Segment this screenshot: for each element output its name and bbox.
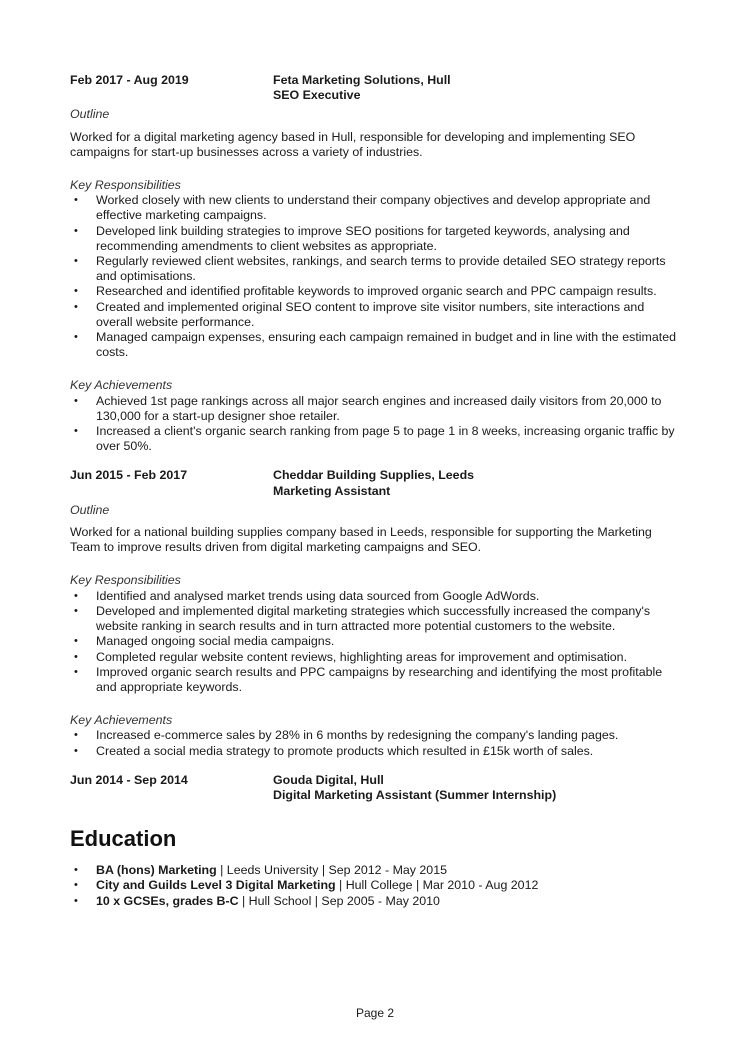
- achievements-label: Key Achievements: [70, 378, 173, 393]
- job-company: Gouda Digital, Hull: [273, 772, 384, 787]
- achievements-label: Key Achievements: [70, 713, 173, 728]
- qualification-details: | Leeds University | Sep 2012 - May 2015: [216, 863, 447, 878]
- job-entry: [70, 73, 678, 454]
- list-item: • Identified and analysed market trends using data sourced from Google AdWords.: [70, 589, 678, 604]
- outline-text: Worked for a national building supplies company based in Leeds, responsible for supporting the Marketing Team to improve results driven from digital marketing campaigns and SEO.: [70, 525, 652, 555]
- responsibilities-label: Key Responsibilities: [70, 573, 181, 588]
- list-item: • Regularly reviewed client websites, rankings, and search terms to provide detailed SEO strategy reports and optimisations.: [70, 254, 678, 284]
- outline-text: Worked for a digital marketing agency based in Hull, responsible for developing and implementing SEO campaigns for start-up businesses across a variety of industries.: [70, 129, 636, 159]
- qualification-details: | Hull School | Sep 2005 - May 2010: [238, 893, 440, 908]
- job-entry: [70, 773, 678, 803]
- list-item: • Increased a client's organic search ranking from page 5 to page 1 in 8 weeks, increasing organic traffic by over 50%.: [70, 424, 678, 454]
- list-item: • Managed campaign expenses, ensuring each campaign remained in budget and in line with the estimated costs.: [70, 330, 678, 360]
- list-item: • Created a social media strategy to promote products which resulted in £15k worth of sales.: [70, 744, 678, 759]
- list-item: • Completed regular website content reviews, highlighting areas for improvement and optimisation.: [70, 650, 678, 665]
- achievements-list: [70, 728, 678, 758]
- qualification-details: | Hull College | Mar 2010 - Aug 2012: [335, 878, 539, 893]
- job-title: SEO Executive: [273, 88, 361, 103]
- list-item: • Worked closely with new clients to understand their company objectives and develop appropriate and effective marketing campaigns.: [70, 193, 678, 223]
- list-item: • Improved organic search results and PPC campaigns by researching and identifying the most profitable and appropriate keywords.: [70, 665, 678, 695]
- job-title: Digital Marketing Assistant (Summer Internship): [273, 787, 557, 802]
- page-number: Page 2: [355, 1006, 395, 1020]
- job-header: [70, 73, 678, 103]
- resume-page: [70, 73, 678, 909]
- qualification: 10 x GCSEs, grades B-C: [96, 893, 239, 908]
- education-item: [70, 878, 678, 893]
- outline-label: Outline: [70, 502, 110, 517]
- job-title: Marketing Assistant: [273, 483, 391, 498]
- job-dates: Jun 2014 - Sep 2014: [70, 772, 188, 787]
- education-heading: Education: [70, 826, 177, 852]
- job-header: [70, 773, 678, 803]
- job-dates: Feb 2017 - Aug 2019: [70, 73, 189, 87]
- education-item: [70, 894, 678, 909]
- list-item: • Managed ongoing social media campaigns.: [70, 634, 678, 649]
- education-item: [70, 863, 678, 878]
- job-header: [70, 468, 678, 498]
- list-item: • Researched and identified profitable keywords to improved organic search and PPC campaign results.: [70, 284, 678, 299]
- qualification: City and Guilds Level 3 Digital Marketing: [96, 878, 336, 893]
- job-entry: [70, 468, 678, 758]
- job-company: Cheddar Building Supplies, Leeds: [273, 468, 475, 483]
- job-company: Feta Marketing Solutions, Hull: [273, 73, 451, 87]
- job-dates: Jun 2015 - Feb 2017: [70, 468, 188, 483]
- list-item: • Developed link building strategies to improve SEO positions for targeted keywords, analysing and recommending amendments to client websites as appropriate.: [70, 224, 678, 254]
- responsibilities-list: [70, 193, 678, 360]
- education-list: [70, 863, 678, 909]
- qualification: BA (hons) Marketing: [96, 863, 217, 878]
- list-item: • Achieved 1st page rankings across all major search engines and increased daily visitors from 20,000 to 130,000 for a start-up designer shoe retailer.: [70, 394, 678, 424]
- responsibilities-list: [70, 589, 678, 695]
- responsibilities-label: Key Responsibilities: [70, 178, 181, 193]
- achievements-list: [70, 394, 678, 455]
- outline-label: Outline: [70, 107, 110, 122]
- list-item: • Increased e-commerce sales by 28% in 6 months by redesigning the company's landing pages.: [70, 728, 678, 743]
- list-item: • Created and implemented original SEO content to improve site visitor numbers, site interactions and overall website performance.: [70, 300, 678, 330]
- list-item: • Developed and implemented digital marketing strategies which successfully increased the company's website ranking in search results and in turn attracted more potential customers to the website.: [70, 604, 678, 634]
